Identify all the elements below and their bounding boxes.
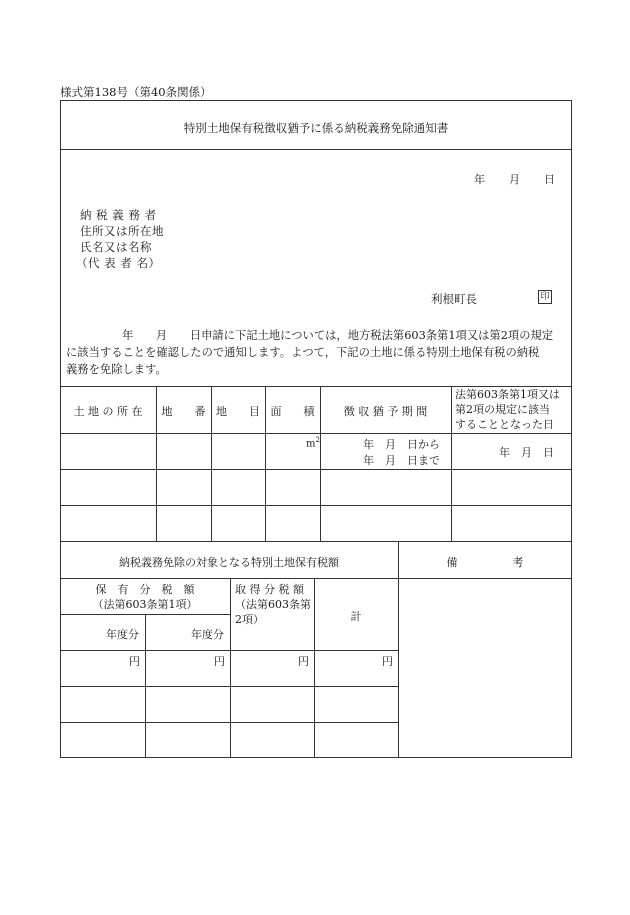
acquisition-tax-header bbox=[235, 582, 311, 627]
notice-body bbox=[66, 327, 566, 378]
total-header: 計 bbox=[350, 610, 362, 623]
table2-row2-bottom bbox=[60, 722, 398, 723]
notice-line-1: 年 月 日申請に下記土地については，地方税法第603条第1項又は第2項の規定 bbox=[122, 329, 554, 342]
holding-tax-header bbox=[60, 582, 230, 612]
title-divider bbox=[60, 149, 572, 150]
yen-unit-2: 円 bbox=[214, 655, 225, 668]
form-number: 様式第138号（第40条関係） bbox=[60, 85, 212, 99]
applicable-date: 年 月 日 bbox=[499, 446, 554, 459]
table1-row1-bottom bbox=[60, 469, 572, 470]
yen-unit-4: 円 bbox=[382, 655, 393, 668]
area-unit-base: m bbox=[306, 438, 316, 450]
holding-tax-header-line2: （法第603条第1項） bbox=[92, 598, 198, 611]
header-deferment-period: 徴 収 猶 予 期 間 bbox=[343, 405, 428, 418]
representative-label: （代 表 者 名） bbox=[76, 256, 161, 270]
exempt-amount-header: 納税義務免除の対象となる特別土地保有税額 bbox=[119, 556, 339, 569]
acquisition-tax-header-line1: 取 得 分 税 額 bbox=[235, 583, 304, 596]
period-to: 年 月 日まで bbox=[363, 454, 440, 467]
period-from: 年 月 日から bbox=[363, 438, 440, 451]
header-applicable-date-line1: 法第603条第1項又は bbox=[455, 388, 560, 401]
notice-line-3: 義務を免除します。 bbox=[66, 363, 167, 376]
date-month: 月 bbox=[509, 173, 520, 186]
acquisition-tax-header-line2: （法第603条第 bbox=[235, 598, 311, 611]
issuer-name: 利根町長 bbox=[431, 292, 477, 306]
date-year: 年 bbox=[474, 173, 485, 186]
seal-mark: 印 bbox=[538, 290, 552, 304]
date-day: 日 bbox=[544, 173, 555, 186]
address-label: 住所又は所在地 bbox=[80, 224, 164, 238]
header-location: 土 地 の 所 在 bbox=[73, 405, 143, 418]
table2-subheader-bottom bbox=[60, 650, 398, 651]
table2-row1-bottom bbox=[60, 686, 398, 687]
fiscal-year-header-2: 年度分 bbox=[191, 628, 224, 641]
area-unit-exponent: 2 bbox=[315, 436, 320, 444]
header-applicable-date-line2: 第2項の規定に該当 bbox=[455, 403, 550, 416]
name-label: 氏名又は名称 bbox=[80, 240, 152, 254]
header-lot-number: 地 番 bbox=[161, 405, 206, 418]
header-applicable-date bbox=[455, 387, 560, 432]
area-unit bbox=[306, 436, 320, 450]
fiscal-year-header-1: 年度分 bbox=[106, 628, 139, 641]
remarks-header: 備 考 bbox=[446, 556, 524, 569]
acquisition-tax-header-line3: 2項） bbox=[235, 613, 264, 626]
yen-unit-1: 円 bbox=[129, 655, 140, 668]
holding-tax-header-line1: 保 有 分 税 額 bbox=[95, 583, 195, 596]
document-title: 特別土地保有税徴収猶予に係る納税義務免除通知書 bbox=[183, 121, 449, 135]
header-land-category: 地 目 bbox=[216, 405, 260, 418]
header-area: 面 積 bbox=[270, 405, 315, 418]
yen-unit-3: 円 bbox=[298, 655, 309, 668]
table1-row2-bottom bbox=[60, 505, 572, 506]
t1-col-divider-5 bbox=[451, 386, 452, 541]
table2-header-bottom bbox=[60, 578, 572, 579]
notice-line-2: に該当することを確認したので通知します。よつて，下記の土地に係る特別土地保有税の納税 bbox=[66, 346, 540, 359]
table1-bottom bbox=[60, 541, 572, 542]
t2-remarks-divider bbox=[398, 541, 399, 758]
header-applicable-date-line3: することとなった日 bbox=[455, 418, 554, 431]
taxpayer-label: 納 税 義 務 者 bbox=[80, 208, 157, 222]
table1-header-bottom bbox=[60, 433, 572, 434]
